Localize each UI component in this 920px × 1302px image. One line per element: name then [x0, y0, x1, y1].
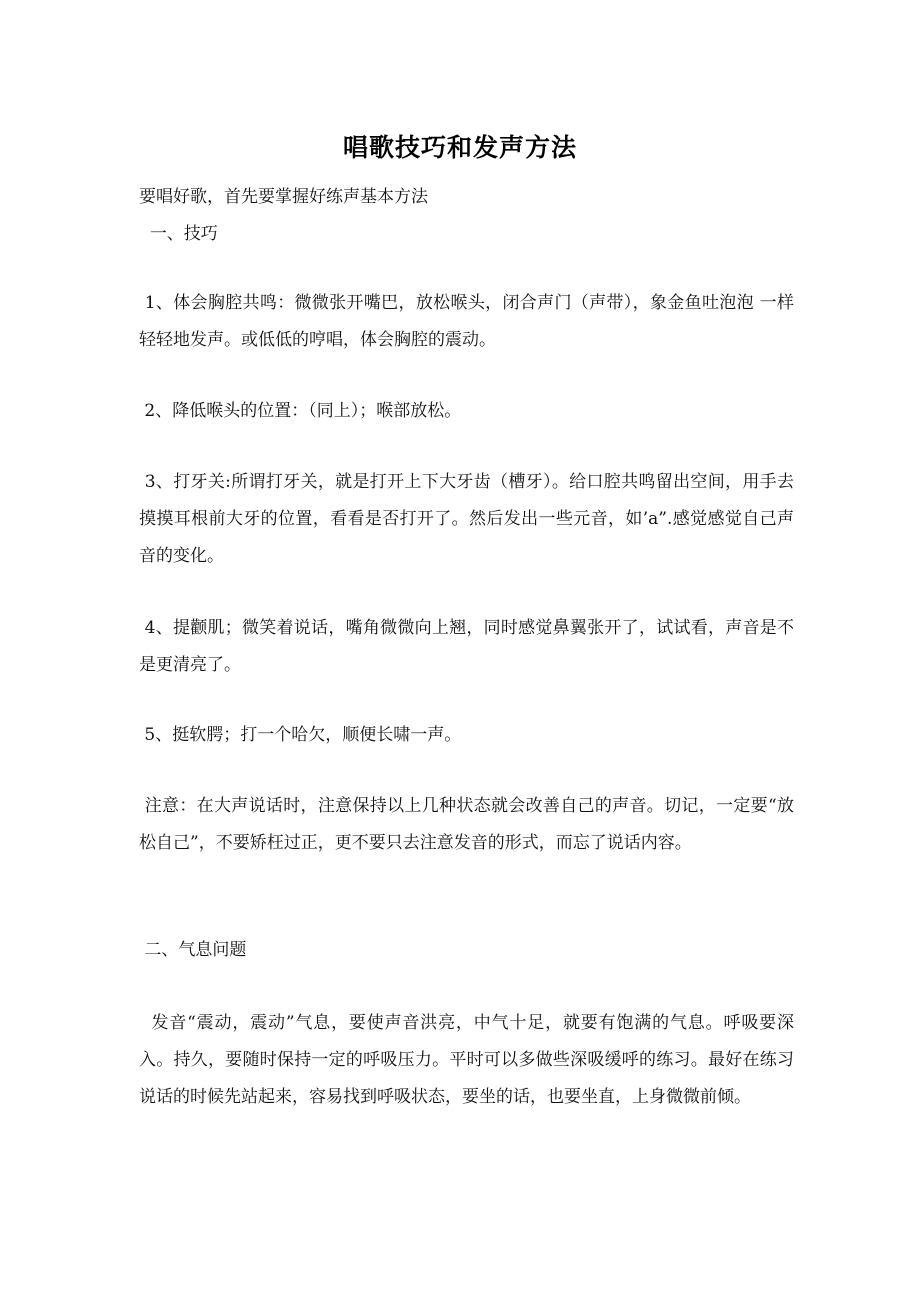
intro-paragraph: 要唱好歌，首先要掌握好练声基本方法	[139, 187, 428, 207]
breath-paragraph: 发音“震动，震动”气息，要使声音洪亮，中气十足，就要有饱满的气息。呼吸要深入。持久，要随时保持一定的呼吸压力。平时可以多做些深吸缓呼的练习。最好在练习说话的时候先站起来，容易找到呼吸状态，要坐的话，也要坐直，上身微微前倾。	[139, 1013, 794, 1107]
document-title: 唱歌技巧和发声方法	[342, 133, 577, 162]
technique-item-4: 4、提颧肌；微笑着说话，嘴角微微向上翘，同时感觉鼻翼张开了，试试看，声音是不是更清亮了。	[139, 618, 794, 675]
technique-item-1: 1、体会胸腔共鸣：微微张开嘴巴，放松喉头，闭合声门（声带），象金鱼吐泡泡 一样轻轻地发声。或低低的哼唱，体会胸腔的震动。	[139, 293, 794, 350]
technique-item-3: 3、打牙关:所谓打牙关，就是打开上下大牙齿（槽牙）。给口腔共鸣留出空间，用手去摸摸耳根前大牙的位置，看看是否打开了。然后发出一些元音，如’a”.感觉感觉自己声音的变化。	[139, 472, 795, 566]
section-heading-breath: 二、气息问题	[139, 940, 247, 960]
section-heading-technique: 一、技巧	[139, 224, 218, 244]
technique-item-5: 5、挺软腭；打一个哈欠，顺便长啸一声。	[139, 725, 462, 745]
note-paragraph: 注意：在大声说话时，注意保持以上几种状态就会改善自己的声音。切记，一定要“放松自己”，不要矫枉过正，更不要只去注意发音的形式，而忘了说话内容。	[139, 796, 794, 853]
technique-item-2: 2、降低喉头的位置：（同上）；喉部放松。	[139, 401, 462, 421]
